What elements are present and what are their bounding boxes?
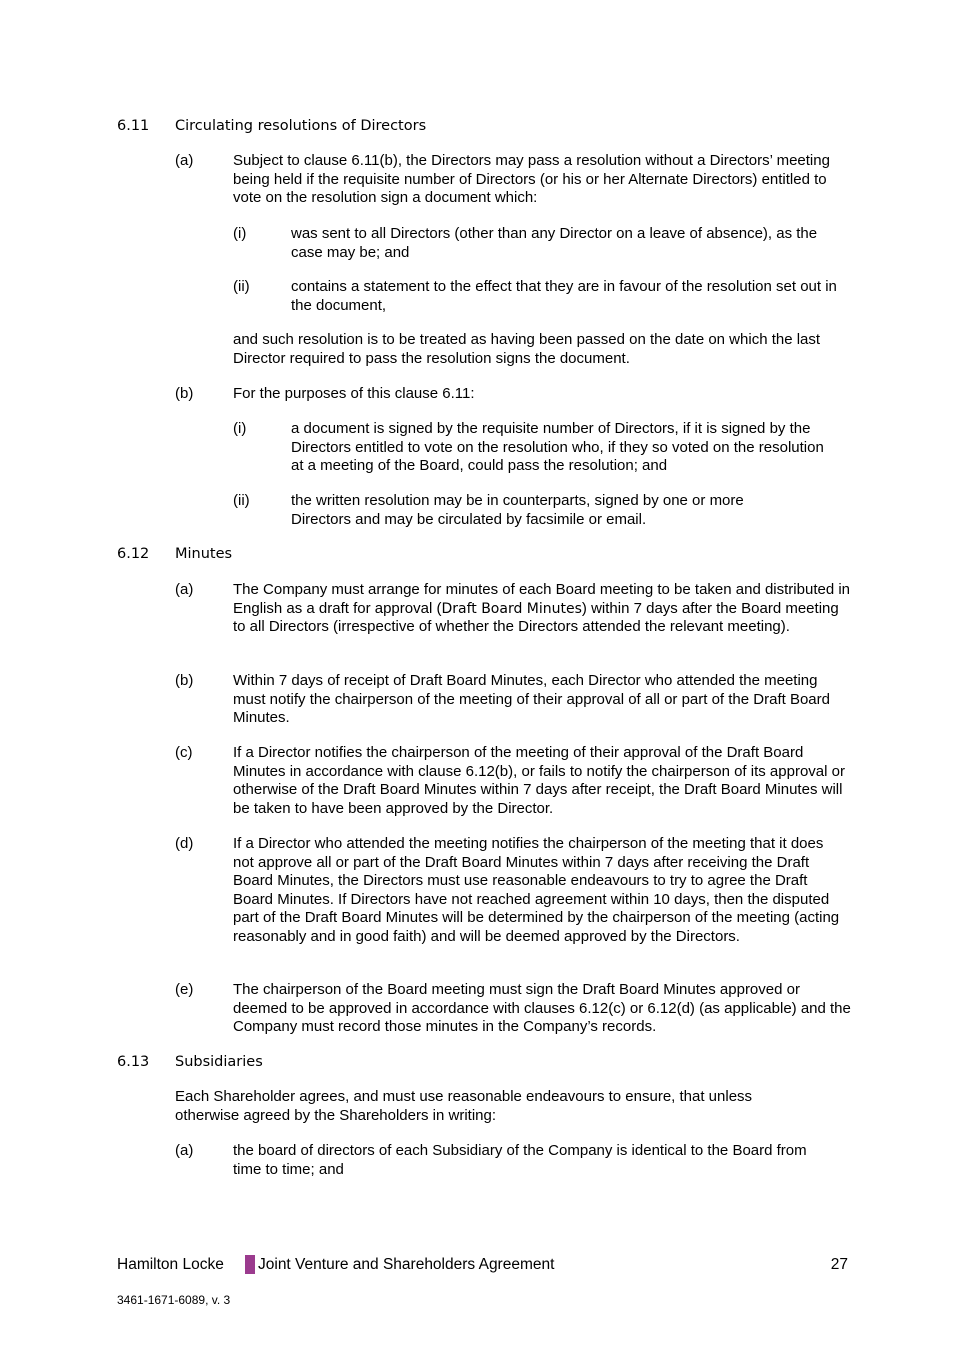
subitem-text: contains a statement to the effect that they are in favour of the resolution set out in the document,: [291, 278, 837, 314]
clause-number: 6.12: [117, 546, 150, 562]
item-label: (c): [175, 744, 193, 761]
item-label: (b): [175, 672, 194, 689]
document-id: 3461-1671-6089, v. 3: [117, 1293, 231, 1307]
item-text: If a Director notifies the chairperson of the meeting of their approval of the Draft Board Minutes in accordance with clause 6.12(b), or fails to notify the chairperson of its approval or otherwise of the Draft Board Minutes within 7 days after receipt, the Draft Board Minutes will be taken to have been approved by the Director.: [233, 744, 845, 817]
item-label: (a): [175, 581, 194, 598]
intro-text: Each Shareholder agrees, and must use reasonable endeavours to ensure, that unless otherwise agreed by the Shareholders in writing:: [175, 1088, 753, 1124]
item-label: (d): [175, 835, 194, 852]
clause-number: 6.13: [117, 1054, 150, 1070]
subitem-label: (ii): [233, 492, 250, 509]
subitem-text: was sent to all Directors (other than any Director on a leave of absence), as the case may be; and: [291, 225, 818, 261]
text-after-term: ) within 7 days after the Board meeting to all Directors (irrespective of whether the Directors attended the relevant meeting).: [233, 599, 839, 636]
item-text: Subject to clause 6.11(b), the Directors may pass a resolution without a Directors’ meeting being held if the requisite number of Directors (or his or her Alternate Directors) entitled to vote on the resolution sign a document which:: [233, 152, 830, 207]
footer-accent-bar: [245, 1255, 255, 1274]
clause-number: 6.11: [117, 118, 150, 134]
item-text: [233, 581, 853, 637]
item-label: (a): [175, 152, 194, 169]
defined-term: Draft Board Minutes: [441, 600, 582, 617]
subitem-text: the written resolution may be in counterparts, signed by one or more Directors and may be circulated by facsimile or email.: [291, 492, 744, 528]
clause-heading: Subsidiaries: [175, 1054, 263, 1070]
item-label: (e): [175, 981, 194, 998]
item-label: (a): [175, 1142, 194, 1159]
item-text: If a Director who attended the meeting notifies the chairperson of the meeting that it does not approve all or part of the Draft Board Minutes within 7 days after receiving the Draft Board Minutes, the Directors must use reasonable endeavours to try to agree the Draft Board Minutes. If Directors have not reached agreement within 10 days, then the disputed part of the Draft Board Minutes will be determined by the chairperson of the meeting (acting reasonably and in good faith) and will be deemed approved by the Directors.: [233, 835, 840, 945]
subitem-label: (ii): [233, 278, 250, 295]
item-text: The chairperson of the Board meeting must sign the Draft Board Minutes approved or deemed to be approved in accordance with clauses 6.12(c) or 6.12(d) (as applicable) and the Company must record those minutes in the Company’s records.: [233, 981, 851, 1036]
page-number: 27: [830, 1256, 848, 1273]
clause-heading: Minutes: [175, 546, 233, 562]
item-text: Within 7 days of receipt of Draft Board Minutes, each Director who attended the meeting must notify the chairperson of the meeting of their approval of all or part of the Draft Board Minutes.: [233, 672, 830, 727]
item-text: the board of directors of each Subsidiary of the Company is identical to the Board from time to time; and: [233, 1142, 807, 1178]
subitem-label: (i): [233, 225, 247, 242]
subitem-label: (i): [233, 420, 247, 437]
footer-firm-name: Hamilton Locke: [117, 1256, 224, 1273]
item-text: For the purposes of this clause 6.11:: [233, 385, 475, 402]
item-label: (b): [175, 385, 194, 402]
footer-document-title: Joint Venture and Shareholders Agreement: [258, 1256, 555, 1273]
continuation-text: and such resolution is to be treated as having been passed on the date on which the last Director required to pass the resolution signs the document.: [233, 331, 821, 367]
subitem-text: a document is signed by the requisite number of Directors, if it is signed by the Directors entitled to vote on the resolution who, if they so voted on the resolution at a meeting of the Board, could pass the resolution; and: [291, 420, 824, 475]
text-before-term: The Company must arrange for minutes of each Board meeting to be taken and distributed in English as a draft for approval (: [233, 581, 851, 617]
clause-heading: Circulating resolutions of Directors: [175, 118, 427, 134]
